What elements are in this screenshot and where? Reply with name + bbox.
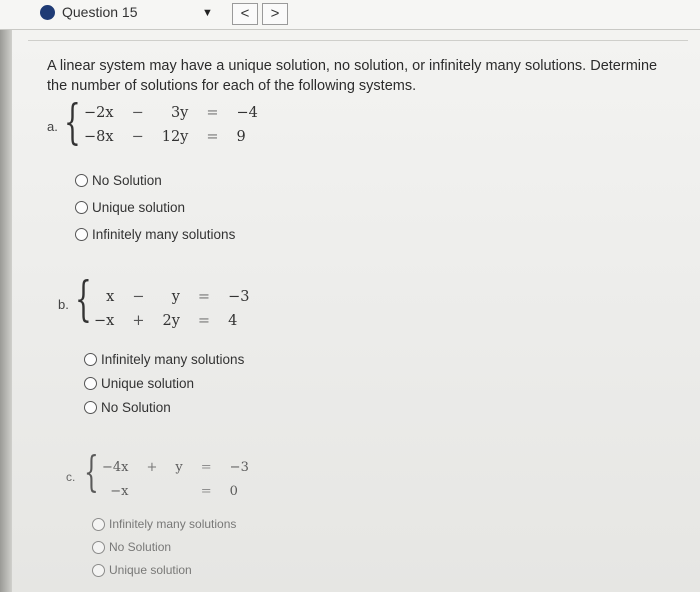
part-b-brace: { xyxy=(75,271,92,327)
radio-icon[interactable] xyxy=(75,201,88,214)
part-c-label: c. xyxy=(66,470,76,484)
part-b-option-unique-solution[interactable]: Unique solution xyxy=(84,376,194,391)
equation-row: −x + 2y = 4 xyxy=(94,313,238,329)
part-b-option-no-solution[interactable]: No Solution xyxy=(84,400,171,415)
part-b-option-infinitely-many[interactable]: Infinitely many solutions xyxy=(84,352,244,367)
radio-icon[interactable] xyxy=(75,228,88,241)
radio-icon[interactable] xyxy=(84,353,97,366)
radio-icon[interactable] xyxy=(75,174,88,187)
part-c-brace: { xyxy=(84,447,99,496)
question-header xyxy=(0,0,700,30)
question-title[interactable]: Question 15 xyxy=(62,4,138,20)
equation-row: −2x − 3y = −4 xyxy=(84,105,258,121)
radio-icon[interactable] xyxy=(84,401,97,414)
part-a-option-no-solution[interactable]: No Solution xyxy=(75,173,162,188)
equation-row: −4x + y = −3 xyxy=(102,459,249,475)
screen-edge xyxy=(0,0,12,592)
radio-icon[interactable] xyxy=(84,377,97,390)
caret-down-icon[interactable]: ▼ xyxy=(202,7,213,19)
part-a-option-infinitely-many[interactable]: Infinitely many solutions xyxy=(75,227,235,242)
part-b-label: b. xyxy=(58,297,69,312)
equation-row: −x = 0 xyxy=(110,483,238,499)
header-divider xyxy=(28,40,688,41)
equation-row: x − y = −3 xyxy=(106,289,250,305)
radio-icon[interactable] xyxy=(92,564,105,577)
part-a-system xyxy=(76,100,266,150)
part-c-option-infinitely-many[interactable]: Infinitely many solutions xyxy=(92,517,236,531)
radio-icon[interactable] xyxy=(92,518,105,531)
part-c-system xyxy=(94,454,257,504)
part-a-brace: { xyxy=(64,94,81,150)
equation-row: −8x − 12y = 9 xyxy=(84,129,246,145)
previous-question-button[interactable]: < xyxy=(232,3,258,25)
part-c-option-no-solution[interactable]: No Solution xyxy=(92,540,171,554)
part-a-option-unique-solution[interactable]: Unique solution xyxy=(75,200,185,215)
question-prompt: A linear system may have a unique solution, no solution, or infinitely many solutions. Determine the number of solutions for each of the following systems. xyxy=(47,58,658,94)
next-question-button[interactable]: > xyxy=(262,3,288,25)
radio-icon[interactable] xyxy=(92,541,105,554)
question-status-dot-icon xyxy=(40,5,55,20)
part-a-label: a. xyxy=(47,119,58,134)
part-b-system xyxy=(86,284,257,334)
part-c-option-unique-solution[interactable]: Unique solution xyxy=(92,563,192,577)
